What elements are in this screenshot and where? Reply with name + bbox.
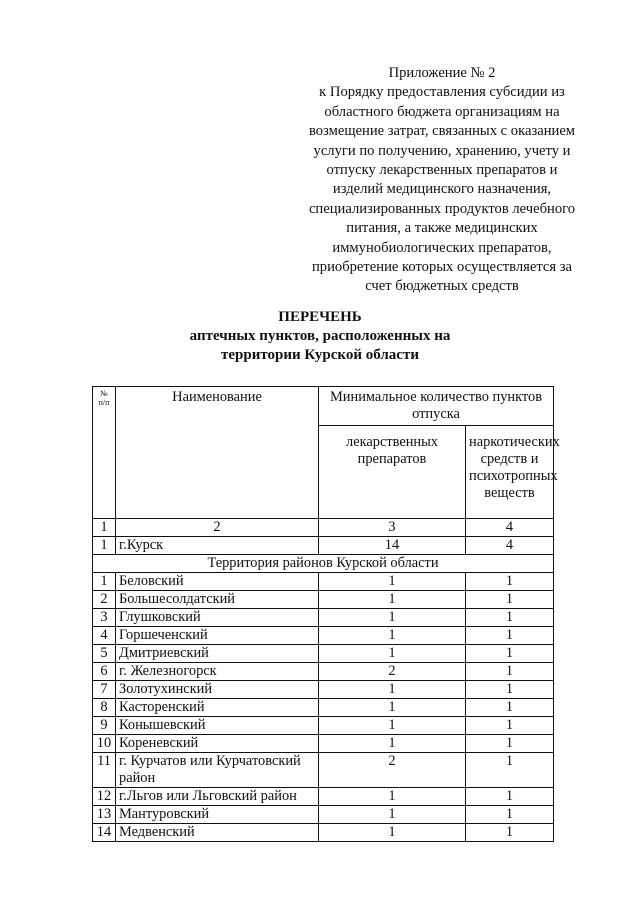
row-narcotics: 1 <box>466 717 554 735</box>
row-narcotics: 1 <box>466 573 554 591</box>
row-narcotics: 1 <box>466 681 554 699</box>
row-name: Касторенский <box>116 699 319 717</box>
row-name: Горшеченский <box>116 627 319 645</box>
row-num: 14 <box>93 824 116 842</box>
row-num: 9 <box>93 717 116 735</box>
row-num: 1 <box>93 573 116 591</box>
row-num: 5 <box>93 645 116 663</box>
table-row <box>93 824 554 842</box>
row-narcotics: 1 <box>466 591 554 609</box>
appendix-line: к Порядку предоставления субсидии из <box>319 84 565 101</box>
row-drugs: 1 <box>319 591 466 609</box>
row-name: Дмитриевский <box>116 645 319 663</box>
row-narcotics: 1 <box>466 788 554 806</box>
row-num: 4 <box>93 627 116 645</box>
colnum-2: 2 <box>116 519 319 537</box>
row-narcotics: 1 <box>466 806 554 824</box>
table-row <box>93 753 554 788</box>
appendix-header <box>292 64 592 297</box>
section-title: Территория районов Курской области <box>93 555 554 573</box>
appendix-line: областного бюджета организациям на <box>324 103 560 120</box>
row-narcotics: 1 <box>466 645 554 663</box>
document-title <box>150 308 490 365</box>
row-narcotics: 1 <box>466 735 554 753</box>
row-name: г. Железногорск <box>116 663 319 681</box>
row-narcotics: 1 <box>466 753 554 788</box>
row-num: 10 <box>93 735 116 753</box>
city-narcotics: 4 <box>466 537 554 555</box>
row-drugs: 1 <box>319 806 466 824</box>
appendix-line: отпуску лекарственных препаратов и <box>326 162 558 179</box>
table-row <box>93 591 554 609</box>
row-num: 6 <box>93 663 116 681</box>
row-drugs: 1 <box>319 609 466 627</box>
row-drugs: 1 <box>319 824 466 842</box>
row-name: Мантуровский <box>116 806 319 824</box>
row-num: 13 <box>93 806 116 824</box>
city-name: г.Курск <box>116 537 319 555</box>
header-narcotics: наркотических средств и психотропных веществ <box>466 426 554 519</box>
appendix-line: изделий медицинского назначения, <box>332 181 552 198</box>
title-line-1: ПЕРЕЧЕНЬ <box>278 309 362 325</box>
row-drugs: 1 <box>319 573 466 591</box>
row-drugs: 1 <box>319 699 466 717</box>
header-name: Наименование <box>116 387 319 519</box>
appendix-line: иммунобиологических препаратов, <box>332 239 552 256</box>
colnum-4: 4 <box>466 519 554 537</box>
table-row <box>93 681 554 699</box>
row-drugs: 1 <box>319 627 466 645</box>
table-row <box>93 645 554 663</box>
row-num: 3 <box>93 609 116 627</box>
row-drugs: 2 <box>319 663 466 681</box>
row-num: 2 <box>93 591 116 609</box>
table-row <box>93 735 554 753</box>
row-name: Конышевский <box>116 717 319 735</box>
row-narcotics: 1 <box>466 699 554 717</box>
row-num: 11 <box>93 753 116 788</box>
appendix-line: счет бюджетных средств <box>365 278 519 295</box>
row-name: Глушковский <box>116 609 319 627</box>
row-num: 12 <box>93 788 116 806</box>
appendix-line: питания, а также медицинских <box>346 220 538 237</box>
row-name: Большесолдатский <box>116 591 319 609</box>
header-drugs: лекарственных препаратов <box>319 426 466 519</box>
section-row <box>93 555 554 573</box>
row-name: Медвенский <box>116 824 319 842</box>
row-name: Золотухинский <box>116 681 319 699</box>
table-row <box>93 699 554 717</box>
table-row <box>93 806 554 824</box>
table-row <box>93 717 554 735</box>
table-row <box>93 627 554 645</box>
pharmacy-table <box>92 386 560 842</box>
row-drugs: 1 <box>319 717 466 735</box>
row-drugs: 1 <box>319 788 466 806</box>
colnum-3: 3 <box>319 519 466 537</box>
row-drugs: 1 <box>319 735 466 753</box>
row-name: г.Льгов или Льговский район <box>116 788 319 806</box>
row-drugs: 1 <box>319 645 466 663</box>
table-row <box>93 788 554 806</box>
row-drugs: 2 <box>319 753 466 788</box>
colnum-1: 1 <box>93 519 116 537</box>
appendix-line: возмещение затрат, связанных с оказанием <box>308 123 576 140</box>
row-name: Кореневский <box>116 735 319 753</box>
appendix-line: приобретение которых осуществляется за <box>312 259 572 276</box>
row-narcotics: 1 <box>466 609 554 627</box>
table-row <box>93 609 554 627</box>
header-min-count: Минимальное количество пунктов отпуска <box>319 387 554 426</box>
city-row <box>93 537 554 555</box>
city-num: 1 <box>93 537 116 555</box>
row-num: 8 <box>93 699 116 717</box>
row-narcotics: 1 <box>466 627 554 645</box>
appendix-line: специализированных продуктов лечебного <box>308 200 576 217</box>
row-name: г. Курчатов или Курчатовский район <box>116 753 319 788</box>
title-line-2: аптечных пунктов, расположенных на <box>189 328 451 344</box>
row-num: 7 <box>93 681 116 699</box>
city-drugs: 14 <box>319 537 466 555</box>
row-narcotics: 1 <box>466 663 554 681</box>
table-row <box>93 573 554 591</box>
row-drugs: 1 <box>319 681 466 699</box>
table-row <box>93 663 554 681</box>
header-row <box>93 387 554 426</box>
appendix-line: услуги по получению, хранению, учету и <box>313 142 571 159</box>
appendix-line: Приложение № 2 <box>388 65 496 81</box>
column-number-row <box>93 519 554 537</box>
header-num: № п/п <box>93 387 116 519</box>
row-narcotics: 1 <box>466 824 554 842</box>
row-name: Беловский <box>116 573 319 591</box>
title-line-3: территории Курской области <box>221 347 419 363</box>
